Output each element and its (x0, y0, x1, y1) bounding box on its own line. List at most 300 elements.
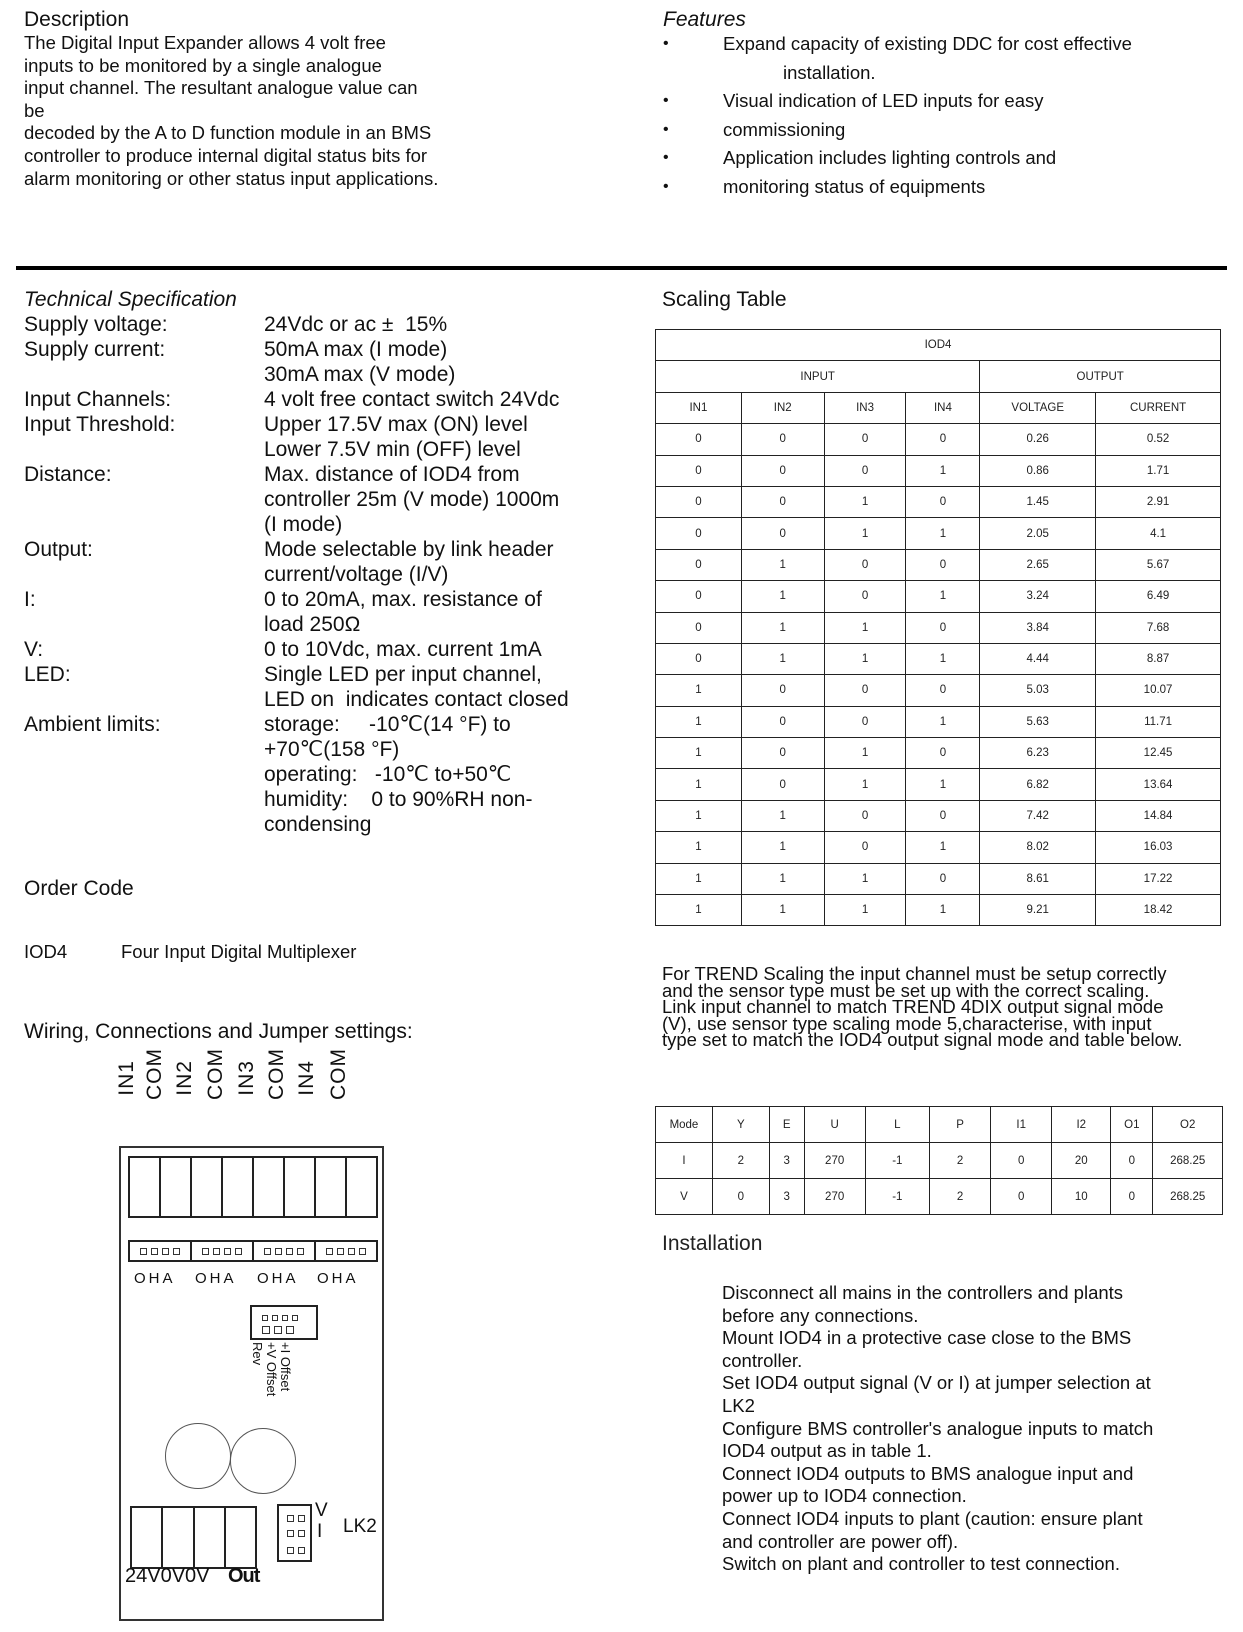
spec-value-line: humidity: 0 to 90%RH non- (264, 788, 533, 811)
table-cell: 2 (712, 1143, 769, 1179)
bullet-icon: • (663, 35, 669, 52)
table-cell: 5.67 (1096, 549, 1221, 580)
table-cell: 1 (656, 706, 742, 737)
installation-line: Disconnect all mains in the controllers and plants (722, 1282, 1124, 1303)
oha-label: OHA (257, 1270, 299, 1287)
table-cell: 1 (906, 518, 980, 549)
spec-label: V: (24, 638, 44, 661)
table-cell: 2 (929, 1143, 990, 1179)
table-cell: 1.71 (1096, 455, 1221, 486)
features-heading: Features (663, 8, 746, 31)
spec-value (264, 462, 624, 537)
column-header: VOLTAGE (980, 392, 1096, 423)
terminal-label: COM (143, 1048, 166, 1100)
table-cell: 2 (929, 1179, 990, 1215)
description-line: be (24, 99, 45, 121)
table-cell: 2.05 (980, 518, 1096, 549)
table-cell: 1 (656, 832, 742, 863)
spec-label: Output: (24, 538, 93, 561)
table-title: IOD4 (656, 330, 1221, 361)
installation-line: Switch on plant and controller to test connection. (722, 1553, 1120, 1575)
table-cell: 1.45 (980, 486, 1096, 517)
scaling-table-heading: Scaling Table (662, 288, 787, 311)
column-header: IN4 (906, 392, 980, 423)
spec-label: Input Channels: (24, 388, 172, 411)
table-cell: 0 (906, 486, 980, 517)
spec-row (24, 537, 624, 587)
table-cell: 6.82 (980, 769, 1096, 800)
potentiometer (165, 1423, 231, 1489)
table-cell: 2.91 (1096, 486, 1221, 517)
column-header: E (769, 1107, 804, 1143)
table-cell: 1 (741, 581, 824, 612)
table-row (656, 643, 1221, 674)
oha-label: OHA (317, 1270, 359, 1287)
spec-value-line: 4 volt free contact switch 24Vdc (264, 388, 560, 411)
column-header: P (929, 1107, 990, 1143)
table-cell: 0 (991, 1179, 1052, 1215)
table-cell: -1 (865, 1143, 929, 1179)
table-cell: 1 (741, 800, 824, 831)
column-header: IN3 (824, 392, 906, 423)
note-line: For TREND Scaling the input channel must be setup correctly (662, 963, 1167, 984)
table-cell: 0 (656, 518, 742, 549)
spec-label: LED: (24, 663, 71, 686)
table-cell: 3 (769, 1143, 804, 1179)
feature-item (663, 87, 1203, 116)
feature-item (663, 116, 1203, 145)
table-cell: 3.84 (980, 612, 1096, 643)
table-row (656, 769, 1221, 800)
spec-value-line: controller 25m (V mode) 1000m (264, 488, 560, 511)
spec-value (264, 387, 624, 412)
table-cell: 0 (741, 769, 824, 800)
spec-value-line: condensing (264, 813, 372, 836)
order-code-heading: Order Code (24, 877, 134, 900)
table-row (656, 675, 1221, 706)
table-row (656, 800, 1221, 831)
table-cell: 7.42 (980, 800, 1096, 831)
order-code-description: Four Input Digital Multiplexer (121, 941, 357, 962)
spec-value (264, 662, 624, 712)
table-cell: 1 (906, 643, 980, 674)
potentiometer (230, 1428, 296, 1494)
feature-item (663, 173, 1203, 202)
wiring-diagram (100, 1048, 420, 1620)
table-cell: 1 (824, 895, 906, 926)
table-cell: 0 (741, 424, 824, 455)
spec-value (264, 587, 624, 637)
order-code: IOD4 (24, 941, 68, 962)
table-cell: -1 (865, 1179, 929, 1215)
table-cell: 10.07 (1096, 675, 1221, 706)
table-row (656, 863, 1221, 894)
table-cell: 0 (656, 424, 742, 455)
spec-label: Distance: (24, 463, 112, 486)
table-cell: 1 (741, 643, 824, 674)
terminal (314, 1158, 345, 1216)
spec-value-line: storage: -10℃(14 °F) to (264, 713, 511, 736)
terminal (252, 1158, 283, 1216)
oha-switch (190, 1242, 252, 1260)
spec-label: Supply voltage: (24, 313, 168, 336)
table-row (656, 832, 1221, 863)
bullet-icon: • (663, 177, 669, 195)
mode-parameter-table (655, 1106, 1223, 1215)
feature-item (663, 144, 1203, 173)
spec-value-line: (I mode) (264, 513, 343, 536)
installation-line: Connect IOD4 inputs to plant (caution: ensure plant (722, 1507, 1143, 1529)
table-row (656, 455, 1221, 486)
table-cell: 0 (741, 518, 824, 549)
oha-switch (130, 1242, 190, 1260)
table-cell: 0 (741, 455, 824, 486)
spec-value (264, 412, 624, 462)
table-cell: 0 (1111, 1179, 1153, 1215)
table-cell: 0.86 (980, 455, 1096, 486)
note-line: and the sensor type must be set up with the correct scaling. (662, 979, 1150, 1001)
description-line: The Digital Input Expander allows 4 volt free (24, 32, 386, 53)
spec-row (24, 637, 624, 662)
table-cell: 270 (804, 1143, 865, 1179)
table-cell: 14.84 (1096, 800, 1221, 831)
installation-line: power up to IOD4 connection. (722, 1485, 967, 1507)
spec-value (264, 712, 624, 837)
terminal-label: IN1 (115, 1060, 138, 1096)
table-cell: 1 (906, 706, 980, 737)
table-cell: 1 (656, 769, 742, 800)
table-cell: 0 (741, 738, 824, 769)
terminal (224, 1508, 255, 1567)
table-cell: 3.24 (980, 581, 1096, 612)
table-cell: 20 (1052, 1143, 1111, 1179)
table-cell: 0 (824, 675, 906, 706)
table-cell: 1 (656, 675, 742, 706)
installation-heading: Installation (662, 1232, 763, 1255)
input-group-header: INPUT (656, 361, 980, 392)
description-line: decoded by the A to D function module in an BMS (24, 122, 432, 144)
installation-line: controller. (722, 1349, 803, 1371)
table-row (656, 518, 1221, 549)
i-offset-label: +I Offset (278, 1342, 293, 1392)
table-cell: 1 (656, 895, 742, 926)
tech-spec-section (24, 288, 624, 837)
table-cell: 1 (906, 581, 980, 612)
note-line: type set to match the IOD4 output signal mode and table below. (662, 1029, 1183, 1050)
spec-row (24, 337, 624, 387)
spec-value-line: Lower 7.5V min (OFF) level (264, 438, 521, 461)
column-header: I2 (1052, 1107, 1111, 1143)
spec-row (24, 387, 624, 412)
installation-line: Set IOD4 output signal (V or I) at jumper selection at (722, 1372, 1151, 1394)
feature-item (663, 30, 1203, 87)
feature-text: monitoring status of equipments (723, 175, 986, 197)
power-label: 24V0V0V (125, 1565, 210, 1587)
circuit-board (119, 1146, 384, 1621)
installation-line: before any connections. (722, 1304, 919, 1326)
note-line: Link input channel to match TREND 4DIX output signal mode (662, 996, 1164, 1017)
column-header: O2 (1153, 1107, 1223, 1143)
lk2-label: LK2 (343, 1516, 377, 1537)
table-cell: 5.03 (980, 675, 1096, 706)
table-cell: 0 (906, 863, 980, 894)
table-cell: 1 (824, 518, 906, 549)
column-header: O1 (1111, 1107, 1153, 1143)
table-cell: 270 (804, 1179, 865, 1215)
description-line: input channel. The resultant analogue value can (24, 77, 418, 99)
table-cell: 0 (906, 800, 980, 831)
spec-value (264, 637, 624, 662)
column-header: L (865, 1107, 929, 1143)
table-cell: 0.52 (1096, 424, 1221, 455)
scaling-table (655, 329, 1221, 926)
table-cell: 0 (906, 675, 980, 706)
table-cell: 5.63 (980, 706, 1096, 737)
table-cell: 12.45 (1096, 738, 1221, 769)
table-cell: 6.23 (980, 738, 1096, 769)
table-cell: 13.64 (1096, 769, 1221, 800)
lk2-i-label: I (317, 1521, 323, 1542)
table-cell: 1 (824, 486, 906, 517)
table-cell: 8.87 (1096, 643, 1221, 674)
table-cell: 0 (824, 800, 906, 831)
terminal-label: IN3 (235, 1060, 258, 1096)
spec-value-line: +70℃(158 °F) (264, 738, 400, 761)
table-row (656, 738, 1221, 769)
feature-text: Visual indication of LED inputs for easy (723, 90, 1044, 111)
spec-value-line: Upper 17.5V max (ON) level (264, 413, 528, 436)
spec-row (24, 312, 624, 337)
terminal (221, 1158, 252, 1216)
table-cell: 1 (824, 738, 906, 769)
table-cell: 0 (824, 706, 906, 737)
spec-value-line: Mode selectable by link header (264, 538, 554, 561)
spec-value-line: LED on indicates contact closed (264, 688, 569, 711)
installation-steps (722, 1282, 1222, 1576)
table-cell: I (656, 1143, 713, 1179)
column-header: Y (712, 1107, 769, 1143)
terminal (132, 1508, 161, 1567)
column-header: U (804, 1107, 865, 1143)
table-cell: 7.68 (1096, 612, 1221, 643)
spec-row (24, 587, 624, 637)
description-line: controller to produce internal digital status bits for (24, 144, 428, 166)
installation-line: Configure BMS controller's analogue inputs to match (722, 1417, 1154, 1439)
table-cell: 0 (1111, 1143, 1153, 1179)
spec-value-line: 0 to 20mA, max. resistance of (264, 588, 542, 611)
power-output-terminal-block (130, 1506, 257, 1569)
table-row (656, 612, 1221, 643)
column-header: I1 (991, 1107, 1052, 1143)
table-cell: 1 (741, 612, 824, 643)
spec-row (24, 712, 624, 837)
table-cell: 0 (991, 1143, 1052, 1179)
installation-line: Mount IOD4 in a protective case close to the BMS (722, 1327, 1132, 1349)
oha-switch-block (128, 1240, 378, 1262)
table-cell: 0 (906, 549, 980, 580)
terminal (345, 1158, 376, 1216)
spec-row (24, 662, 624, 712)
table-cell: 9.21 (980, 895, 1096, 926)
table-cell: 8.02 (980, 832, 1096, 863)
table-cell: 1 (741, 895, 824, 926)
description-body (24, 32, 494, 190)
table-row (656, 1143, 1223, 1179)
table-cell: 0 (824, 424, 906, 455)
table-cell: 16.03 (1096, 832, 1221, 863)
description-section (24, 8, 494, 190)
table-cell: 1 (906, 832, 980, 863)
terminal (190, 1158, 221, 1216)
description-heading: Description (24, 8, 130, 31)
table-cell: 2.65 (980, 549, 1096, 580)
table-cell: 0 (656, 612, 742, 643)
installation-line: LK2 (722, 1394, 755, 1416)
table-cell: 0 (656, 549, 742, 580)
terminal-label: IN2 (173, 1060, 196, 1096)
column-header: IN1 (656, 392, 742, 423)
table-row (656, 895, 1221, 926)
feature-text: Application includes lighting controls and (723, 147, 1057, 168)
spec-label: Ambient limits: (24, 713, 161, 736)
table-cell: 268.25 (1153, 1143, 1223, 1179)
spec-value (264, 337, 624, 387)
oha-switch (314, 1242, 376, 1260)
table-cell: 0 (741, 675, 824, 706)
table-cell: 0 (656, 455, 742, 486)
spec-row (24, 412, 624, 462)
spec-value (264, 537, 624, 587)
table-cell: 0 (824, 455, 906, 486)
table-row (656, 1179, 1223, 1215)
table-cell: 11.71 (1096, 706, 1221, 737)
table-cell: 1 (906, 895, 980, 926)
table-row (656, 424, 1221, 455)
table-cell: 1 (741, 549, 824, 580)
table-cell: 0.26 (980, 424, 1096, 455)
table-cell: 6.49 (1096, 581, 1221, 612)
column-header: CURRENT (1096, 392, 1221, 423)
feature-text-cont: installation. (783, 61, 876, 83)
spec-value-line: load 250Ω (264, 613, 361, 636)
note-line: (V), use sensor type scaling mode 5,characterise, with input (662, 1012, 1152, 1034)
table-cell: 0 (824, 581, 906, 612)
input-terminal-block (128, 1156, 378, 1218)
out-label: Out (228, 1565, 260, 1587)
table-cell: 1 (656, 863, 742, 894)
terminal (159, 1158, 190, 1216)
table-row (656, 549, 1221, 580)
table-cell: 0 (906, 424, 980, 455)
trend-scaling-note (662, 963, 1232, 1050)
table-cell: 3 (769, 1179, 804, 1215)
table-cell: 4.1 (1096, 518, 1221, 549)
terminal-label: COM (204, 1048, 227, 1100)
feature-text: Expand capacity of existing DDC for cost effective (723, 33, 1132, 54)
installation-line: and controller are power off). (722, 1530, 959, 1552)
table-cell: 0 (656, 486, 742, 517)
terminal-label: COM (327, 1048, 350, 1100)
spec-value-line: 30mA max (V mode) (264, 363, 456, 386)
table-row (656, 581, 1221, 612)
column-header: IN2 (741, 392, 824, 423)
oha-label: OHA (134, 1270, 176, 1287)
spec-value (264, 312, 624, 337)
terminal-label: IN4 (295, 1060, 318, 1096)
terminal (283, 1158, 314, 1216)
column-header: Mode (656, 1107, 713, 1143)
oha-label: OHA (195, 1270, 237, 1287)
table-cell: 1 (656, 738, 742, 769)
table-cell: 1 (741, 832, 824, 863)
description-line: inputs to be monitored by a single analogue (24, 54, 382, 76)
table-cell: 8.61 (980, 863, 1096, 894)
table-cell: 1 (656, 800, 742, 831)
lk2-v-label: V (315, 1500, 328, 1521)
wiring-heading: Wiring, Connections and Jumper settings: (24, 1020, 413, 1043)
tech-spec-heading: Technical Specification (24, 288, 237, 311)
spec-label: I: (24, 588, 36, 611)
table-cell: 1 (906, 455, 980, 486)
v-offset-label: +V Offset (264, 1342, 279, 1397)
spec-label: Input Threshold: (24, 413, 176, 436)
table-cell: 0 (741, 486, 824, 517)
table-cell: 0 (656, 581, 742, 612)
rev-label: Rev (250, 1342, 265, 1366)
terminal (161, 1508, 192, 1567)
table-cell: 1 (906, 769, 980, 800)
installation-line: IOD4 output as in table 1. (722, 1440, 932, 1462)
table-cell: 0 (741, 706, 824, 737)
bullet-icon: • (663, 120, 669, 138)
features-list (663, 30, 1203, 201)
tech-spec-rows (24, 312, 624, 837)
feature-text: commissioning (723, 118, 846, 140)
table-cell: 17.22 (1096, 863, 1221, 894)
table-cell: 0 (906, 738, 980, 769)
bullet-icon: • (663, 149, 669, 166)
installation-line: Connect IOD4 outputs to BMS analogue input and (722, 1462, 1134, 1484)
table-cell: 4.44 (980, 643, 1096, 674)
spec-value-line: 24Vdc or ac ± 15% (264, 313, 448, 336)
spec-value-line: Single LED per input channel, (264, 663, 542, 686)
table-cell: 1 (824, 769, 906, 800)
table-cell: 0 (824, 549, 906, 580)
table-row (656, 486, 1221, 517)
table-cell: 0 (906, 612, 980, 643)
table-cell: 0 (824, 832, 906, 863)
table-cell: 1 (824, 863, 906, 894)
description-line: alarm monitoring or other status input applications. (24, 167, 439, 189)
table-cell: 268.25 (1153, 1179, 1223, 1215)
spec-value-line: 0 to 10Vdc, max. current 1mA (264, 638, 542, 661)
spec-value-line: current/voltage (I/V) (264, 563, 449, 586)
table-cell: 10 (1052, 1179, 1111, 1215)
terminal-label: COM (265, 1048, 288, 1100)
lk2-jumper[interactable] (277, 1504, 312, 1562)
spec-value-line: operating: -10℃ to+50℃ (264, 763, 512, 786)
section-divider (16, 266, 1227, 270)
terminal (130, 1158, 159, 1216)
table-row (656, 706, 1221, 737)
table-cell: 1 (741, 863, 824, 894)
offset-jumper-header (250, 1305, 318, 1340)
table-cell: 0 (656, 643, 742, 674)
oha-switch (252, 1242, 314, 1260)
bullet-icon: • (663, 92, 669, 109)
spec-row (24, 462, 624, 537)
spec-value-line: 50mA max (I mode) (264, 338, 448, 361)
